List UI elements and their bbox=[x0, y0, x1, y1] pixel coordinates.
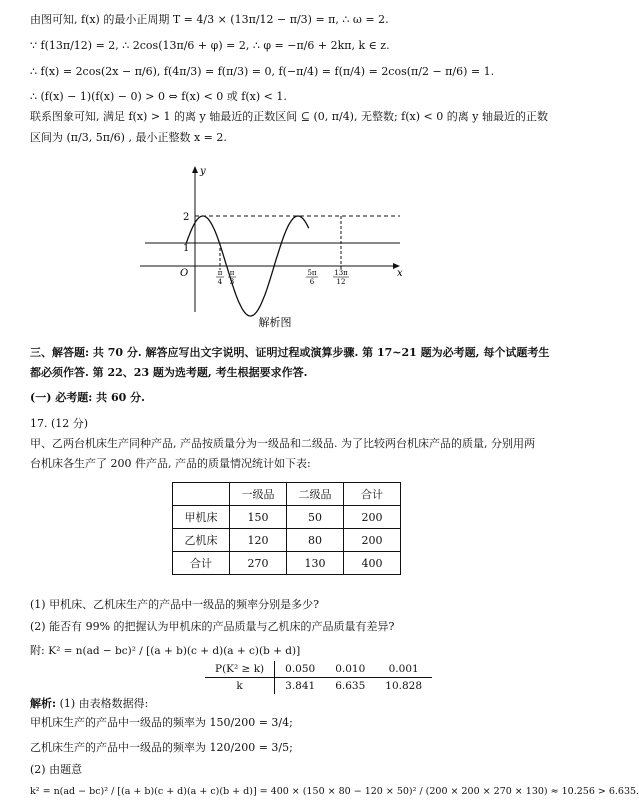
table-cell: 二级品 bbox=[287, 483, 344, 506]
interval-prefix: 区间为 bbox=[30, 131, 63, 144]
graph-caption: 解析图 bbox=[258, 316, 292, 329]
solution2-label-line bbox=[30, 697, 148, 711]
x-tick-pi4-num: π bbox=[217, 269, 223, 277]
solution2-intro: (1) 由表格数据得: bbox=[59, 697, 149, 710]
table-cell: 10.828 bbox=[385, 680, 423, 692]
solution2-yi: 乙机床生产的产品中一级品的频率为 120/200 = 3/5; bbox=[30, 741, 293, 754]
table-cell: 乙机床 bbox=[173, 529, 230, 552]
solution2-jia: 甲机床生产的产品中一级品的频率为 150/200 = 3/4; bbox=[30, 716, 293, 729]
table-cell: 80 bbox=[287, 529, 344, 552]
table-cell: 200 bbox=[344, 506, 401, 529]
section3-sub: (一) 必考题: 共 60 分. bbox=[30, 391, 145, 404]
k-table-wrap bbox=[205, 661, 432, 694]
solution1-line4: ∴ (f(x) − 1)(f(x) − 0) > 0 ⇔ f(x) < 0 或 f(x) < 1. bbox=[30, 90, 287, 103]
table-cell: 200 bbox=[344, 529, 401, 552]
interval-suffix: , 最小正整数 x = 2. bbox=[128, 131, 227, 144]
solution1-line5: 联系图象可知, 满足 f(x) > 1 的离 y 轴最近的正数区间 ⊆ (0, π/4), 无整数; f(x) < 0 的离 y 轴最近的正数 bbox=[30, 110, 548, 123]
k2-formula: K² = n(ad − bc)² / [(a + b)(c + d)(a + c)(b + d)] bbox=[48, 645, 301, 657]
table-row bbox=[173, 506, 401, 529]
table-row bbox=[173, 529, 401, 552]
k-table bbox=[205, 661, 432, 694]
table-cell: 400 bbox=[344, 552, 401, 575]
table-cell: 0.010 bbox=[325, 661, 375, 678]
x-tick-13pi12-den: 12 bbox=[336, 278, 346, 286]
table-cell: 0.001 bbox=[375, 661, 432, 678]
solution1-line1: 由图可知, f(x) 的最小正周期 T = 4/3 × (13π/12 − π/3) = π, ∴ ω = 2. bbox=[30, 13, 389, 26]
y-axis-arrow bbox=[192, 166, 198, 173]
y-tick-1: 1 bbox=[183, 243, 190, 254]
table-row bbox=[173, 483, 401, 506]
table-row bbox=[205, 661, 432, 678]
appendix-label: 附: bbox=[30, 644, 45, 657]
x-tick-pi4-den: 4 bbox=[217, 278, 223, 286]
x-tick-pi3-num: π bbox=[229, 269, 235, 277]
x-tick-5pi6-den: 6 bbox=[309, 278, 315, 286]
interval-value: (π/3, 5π/6) bbox=[66, 131, 125, 144]
solution2-final: k² = n(ad − bc)² / [(a + b)(c + d)(a + c)(b + d)] = 400 × (150 × 80 − 120 × 50)² / (200 × 200 × 270 × 130) ≈ 10.256 > 6.635. bbox=[30, 786, 639, 797]
table-row bbox=[205, 678, 432, 695]
table-cell: 50 bbox=[287, 506, 344, 529]
q17-part1: (1) 甲机床、乙机床生产的产品中一级品的频率分别是多少? bbox=[30, 598, 319, 611]
table-cell: P(K² ≥ k) bbox=[205, 661, 275, 678]
section3-heading: 三、解答题: 共 70 分. 解答应写出文字说明、证明过程或演算步骤. 第 17~21 题为必考题, 每个试题考生 bbox=[30, 346, 550, 359]
table-cell: 一级品 bbox=[230, 483, 287, 506]
q17-part2: (2) 能否有 99% 的把握认为甲机床的产品质量与乙机床的产品质量有差异? bbox=[30, 620, 395, 633]
table-cell: 甲机床 bbox=[173, 506, 230, 529]
q17-text-1: 甲、乙两台机床生产同种产品, 产品按质量分为一级品和二级品. 为了比较两台机床产品的质量, 分别用两 bbox=[30, 437, 535, 450]
x-tick-5pi6-num: 5π bbox=[307, 269, 317, 277]
appendix-block bbox=[30, 644, 300, 658]
x-axis-label: x bbox=[397, 268, 403, 279]
table-cell: 合计 bbox=[173, 552, 230, 575]
y-axis-label: y bbox=[200, 166, 206, 177]
section3-heading-2: 都必须作答. 第 22、23 题为选考题, 考生根据要求作答. bbox=[30, 366, 308, 379]
x-tick-13pi12-num: 13π bbox=[334, 269, 348, 277]
q17-text-2: 台机床各生产了 200 件产品, 产品的质量情况统计如下表: bbox=[30, 457, 311, 470]
table-cell: 3.841 bbox=[285, 680, 316, 692]
table-cell: 合计 bbox=[344, 483, 401, 506]
table-cell: 270 bbox=[230, 552, 287, 575]
table-cell: 130 bbox=[287, 552, 344, 575]
cosine-graph bbox=[0, 0, 550, 340]
table-cell: 150 bbox=[230, 506, 287, 529]
table-cell: k bbox=[205, 678, 275, 695]
x-tick-pi3-den: 3 bbox=[229, 278, 235, 286]
solution2-label: 解析: bbox=[30, 697, 57, 710]
table-cell bbox=[173, 483, 230, 506]
solution1-line3: ∴ f(x) = 2cos(2x − π/6), f(4π/3) = f(π/3) = 0, f(−π/4) = f(π/4) = 2cos(π/2 − π/6) = 1. bbox=[30, 65, 495, 78]
table-cell: 6.635 bbox=[335, 680, 366, 692]
quality-table bbox=[172, 482, 401, 575]
solution1-line2: ∵ f(13π/12) = 2, ∴ 2cos(13π/6 + φ) = 2, ∴ φ = −π/6 + 2kπ, k ∈ z. bbox=[30, 39, 390, 52]
table-cell: 120 bbox=[230, 529, 287, 552]
table-row bbox=[173, 552, 401, 575]
solution2-part2: (2) 由题意 bbox=[30, 763, 83, 776]
y-tick-2: 2 bbox=[183, 212, 190, 223]
table-cell: 0.050 bbox=[275, 661, 326, 678]
origin-label: O bbox=[180, 268, 189, 279]
q17-number: 17. (12 分) bbox=[30, 417, 89, 430]
